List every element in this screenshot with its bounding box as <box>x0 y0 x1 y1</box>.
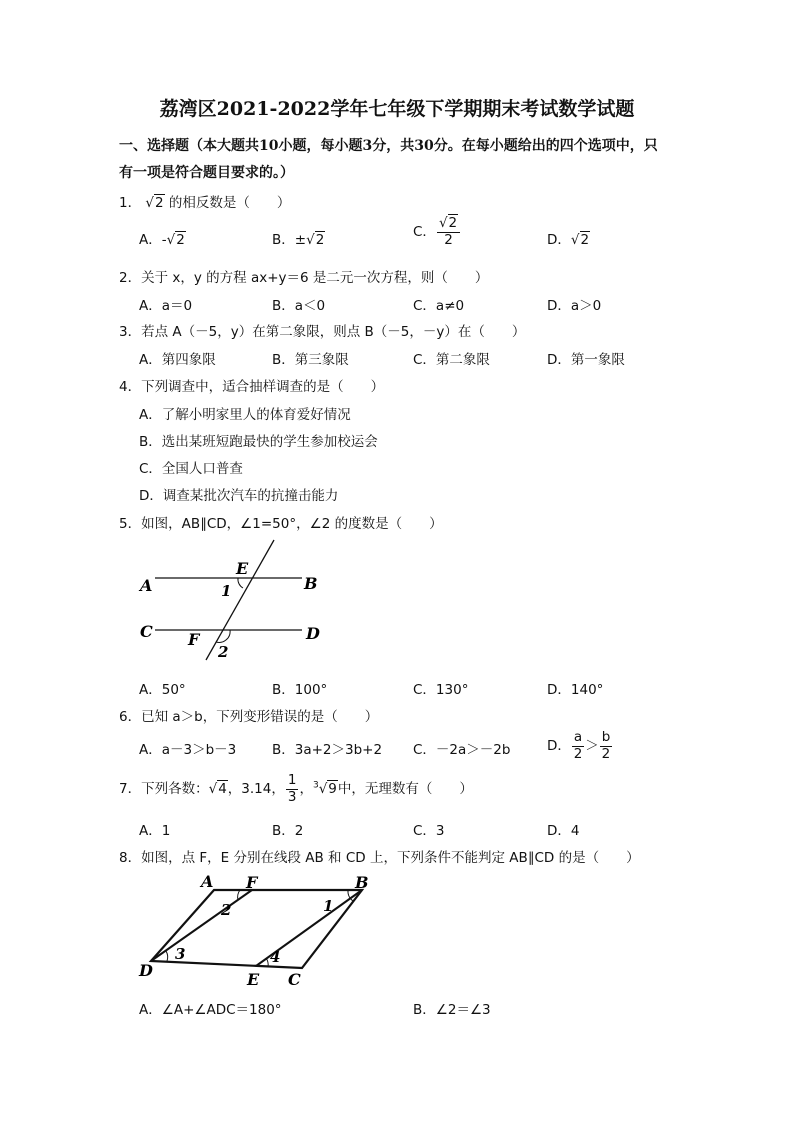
radicand: 2 <box>580 232 590 248</box>
sign: ± <box>294 232 307 248</box>
label-e: E <box>247 970 260 989</box>
q7-option-d: D．4 <box>547 823 580 839</box>
question-text-post: 中，无理数有（ ） <box>337 781 473 797</box>
q2-option-b: B．a＜0 <box>272 298 326 314</box>
question-text: 的相反数是（ ） <box>168 195 291 211</box>
q6-option-b: B．3a+2＞3b+2 <box>272 742 383 758</box>
option-letter: D． <box>547 738 571 754</box>
angle-2-label: 2 <box>218 643 229 661</box>
angle-1-label: 1 <box>323 897 334 915</box>
question-5: 5．如图，AB∥CD，∠1=50°，∠2 的度数是（ ） <box>119 516 443 532</box>
q8-option-a: A．∠A+∠ADC＝180° <box>139 1002 282 1018</box>
sqrt-expression: √2 <box>166 232 185 248</box>
sqrt-expression: √2 <box>145 195 164 211</box>
sqrt-expression: √4 <box>208 781 227 797</box>
sqrt-expression: √2 <box>306 232 325 248</box>
label-a: A <box>201 872 214 891</box>
q6-option-d <box>547 731 613 761</box>
q4-option-d: D．调查某批次汽车的抗撞击能力 <box>139 488 339 504</box>
angle-2-label: 2 <box>221 901 232 919</box>
label-c: C <box>288 970 301 989</box>
angle-3-arc <box>166 951 168 961</box>
question-text-pre: 7．下列各数： <box>119 781 209 797</box>
root-index: 3 <box>312 780 319 791</box>
q8-option-b: B．∠2＝∠3 <box>413 1002 491 1018</box>
angle-1-label: 1 <box>221 582 232 600</box>
option-letter: D． <box>547 232 571 248</box>
radicand: 2 <box>448 215 458 231</box>
q5-option-d: D．140° <box>547 682 604 698</box>
sqrt-expression: √2 <box>570 232 590 248</box>
q1-option-b <box>272 228 325 248</box>
q4-option-a: A．了解小明家里人的体育爱好情况 <box>139 407 351 423</box>
angle-1-arc <box>238 578 243 588</box>
parallel-lines-figure <box>130 536 340 666</box>
q7-option-a: A．1 <box>139 823 171 839</box>
label-d: D <box>139 961 153 980</box>
question-number: 1． <box>119 195 142 211</box>
fraction-left: $\frac{a}{2}$ <box>573 729 583 762</box>
q1-option-c <box>413 217 461 247</box>
label-b: B <box>304 574 318 593</box>
q4-option-b: B．选出某班短跑最快的学生参加校运会 <box>139 434 378 450</box>
fraction <box>437 217 460 247</box>
sign: - <box>161 232 167 248</box>
denominator: 2 <box>444 231 453 248</box>
label-a: A <box>140 576 153 595</box>
option-letter: A． <box>139 232 162 248</box>
radicand: 2 <box>155 195 164 211</box>
radicand: 2 <box>176 232 185 248</box>
segment-df <box>151 890 252 961</box>
label-b: B <box>355 873 369 892</box>
label-d: D <box>306 624 320 643</box>
q3-option-c: C．第二象限 <box>413 352 490 368</box>
q4-option-c: C．全国人口普查 <box>139 461 243 477</box>
q5-option-a: A．50° <box>139 682 186 698</box>
cube-root-expression: √9 <box>318 781 337 797</box>
radicand: 9 <box>328 781 337 797</box>
q3-option-a: A．第四象限 <box>139 352 216 368</box>
operator: ＞ <box>585 738 599 754</box>
sqrt-expression: √2 <box>438 215 458 231</box>
q5-option-c: C．130° <box>413 682 469 698</box>
angle-2-arc <box>216 630 230 642</box>
q3-option-b: B．第三象限 <box>272 352 349 368</box>
angle-4-label: 4 <box>270 948 281 966</box>
question-3: 3．若点 A（－5，y）在第二象限，则点 B（－5，－y）在（ ） <box>119 324 526 340</box>
fraction: $\frac{1}{3}$ <box>287 772 297 805</box>
q7-option-b: B．2 <box>272 823 304 839</box>
q1-option-a <box>139 228 186 248</box>
question-4: 4．下列调查中，适合抽样调查的是（ ） <box>119 379 385 395</box>
separator: ， <box>299 781 313 797</box>
option-letter: C． <box>413 224 436 240</box>
label-f: F <box>188 630 200 649</box>
q5-option-b: B．100° <box>272 682 328 698</box>
question-7 <box>119 774 473 804</box>
fraction-right: $\frac{b}{2}$ <box>601 729 611 762</box>
question-6: 6．已知 a＞b，下列变形错误的是（ ） <box>119 709 379 725</box>
q6-option-c: C．－2a＞－2b <box>413 742 511 758</box>
q2-option-a: A．a＝0 <box>139 298 193 314</box>
q6-option-a: A．a－3＞b－3 <box>139 742 237 758</box>
question-2: 2．关于 x，y 的方程 ax+y＝6 是二元一次方程，则（ ） <box>119 270 489 286</box>
section-heading-line1: 一、选择题（本大题共10小题，每小题3分，共30分。在每小题给出的四个选项中，只 <box>119 138 658 154</box>
angle-3-label: 3 <box>175 945 186 963</box>
q1-option-d <box>547 228 590 248</box>
label-e: E <box>236 559 249 578</box>
label-f: F <box>246 873 258 892</box>
q3-option-d: D．第一象限 <box>547 352 625 368</box>
question-8: 8．如图，点 F，E 分别在线段 AB 和 CD 上，下列条件不能判定 AB∥CD 的是（ ） <box>119 850 640 866</box>
radicand: 2 <box>315 232 325 248</box>
question-text-mid: ，3.14， <box>227 781 285 797</box>
radicand: 4 <box>218 781 227 797</box>
section-heading-line2: 有一项是符合题目要求的。） <box>119 165 294 181</box>
q2-option-c: C．a≠0 <box>413 298 465 314</box>
parallelogram-figure <box>130 868 380 992</box>
question-1 <box>119 191 290 211</box>
q2-option-d: D．a＞0 <box>547 298 602 314</box>
option-letter: B． <box>272 232 295 248</box>
label-c: C <box>140 622 153 641</box>
page-title: 荔湾区2021-2022学年七年级下学期期末考试数学试题 <box>159 98 635 120</box>
q7-option-c: C．3 <box>413 823 445 839</box>
